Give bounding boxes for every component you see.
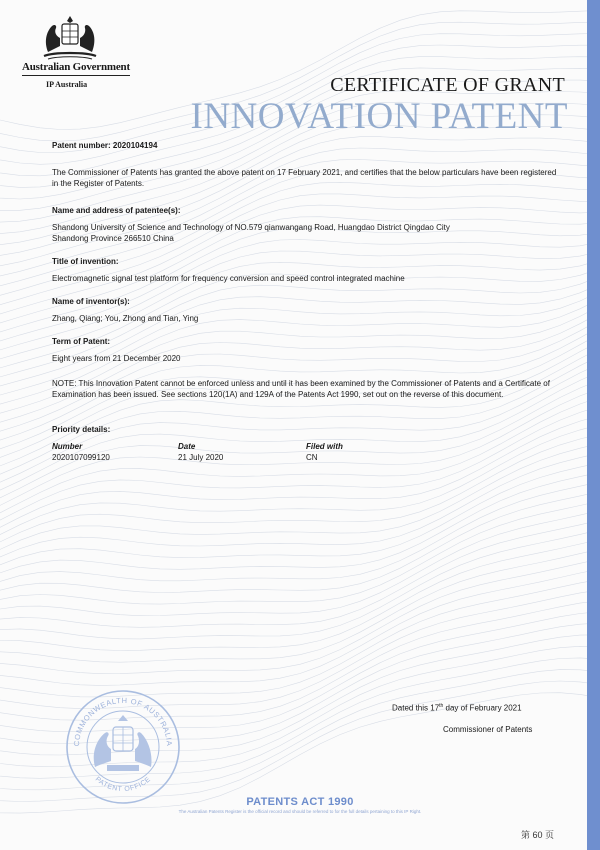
guilloche-line [0, 236, 600, 347]
guilloche-line [0, 458, 600, 574]
inventors-value: Zhang, Qiang; You, Zhong and Tian, Ying [52, 314, 199, 323]
title-value: Electromagnetic signal test platform for frequency conversion and speed control integrated machine [52, 274, 405, 283]
government-name: Australian Government [22, 61, 130, 73]
guilloche-line [0, 267, 600, 383]
priority-col-date: Date [178, 442, 196, 451]
guilloche-line [0, 468, 600, 582]
term-heading: Term of Patent: [52, 337, 111, 346]
agency-name: IP Australia [46, 80, 88, 89]
title-heading: Title of invention: [52, 257, 119, 266]
patent-type-title: INNOVATION PATENT [190, 96, 568, 137]
certificate-title: CERTIFICATE OF GRANT [330, 74, 565, 96]
patent-number: Patent number: 2020104194 [52, 141, 158, 150]
guilloche-line [0, 401, 600, 530]
priority-col-number: Number [52, 442, 83, 451]
priority-number: 2020107099120 [52, 453, 110, 462]
coat-of-arms-icon [38, 14, 102, 62]
dated-prefix: Dated this 17 [392, 703, 440, 713]
dated-rest: day of February 2021 [443, 703, 522, 713]
register-disclaimer: The Australian Patents Register is the official record and should be referred to for the full details pertaining to this IP Right. [178, 809, 422, 814]
guilloche-line [0, 525, 600, 639]
term-value: Eight years from 21 December 2020 [52, 354, 181, 363]
guilloche-line [0, 535, 600, 650]
blue-side-bar [587, 0, 600, 850]
inventors-heading: Name of inventor(s): [52, 297, 130, 306]
svg-text:PATENT OFFICE [94, 776, 153, 793]
patentee-address-line-2: Shandong Province 266510 China [52, 234, 174, 243]
header-rule [22, 75, 130, 76]
seal-bottom-text: PATENT OFFICE [93, 775, 153, 794]
grant-statement: The Commissioner of Patents has granted the above patent on 17 February 2021, and certifies that the below particulars have been registered in the Register of Patents. [52, 168, 557, 188]
page-number: 第 60 页 [521, 830, 555, 840]
guilloche-line [0, 487, 600, 598]
priority-filed-with: CN [306, 453, 318, 462]
patent-office-seal-icon [63, 687, 183, 807]
dated-line [392, 703, 522, 713]
priority-date: 21 July 2020 [178, 453, 224, 462]
guilloche-line [0, 556, 600, 674]
priority-col-filed: Filed with [306, 442, 343, 451]
dated-ordinal: th [439, 703, 444, 709]
guilloche-line [0, 496, 600, 605]
commissioner-signature-label: Commissioner of Patents [443, 725, 533, 734]
guilloche-line [0, 356, 600, 490]
priority-heading: Priority details: [52, 425, 111, 434]
seal-top-text: COMMONWEALTH OF AUSTRALIA [71, 695, 175, 747]
enforcement-note: NOTE: This Innovation Patent cannot be enforced unless and until it has been examined by the Commissioner of Patents and a Certificate of Examination has been issued. See sections 120(1A) and 129A of the Patents Act 1990, set out on the reverse of this document. [52, 379, 550, 399]
patentee-heading: Name and address of patentee(s): [52, 206, 181, 215]
guilloche-line [0, 430, 600, 553]
guilloche-line [0, 566, 600, 685]
patentee-address-line-1: Shandong University of Science and Technology of NO.579 qianwangang Road, Huangdao District Qingdao City [52, 223, 450, 232]
patents-act-label: PATENTS ACT 1990 [246, 796, 354, 808]
guilloche-line [0, 477, 600, 589]
